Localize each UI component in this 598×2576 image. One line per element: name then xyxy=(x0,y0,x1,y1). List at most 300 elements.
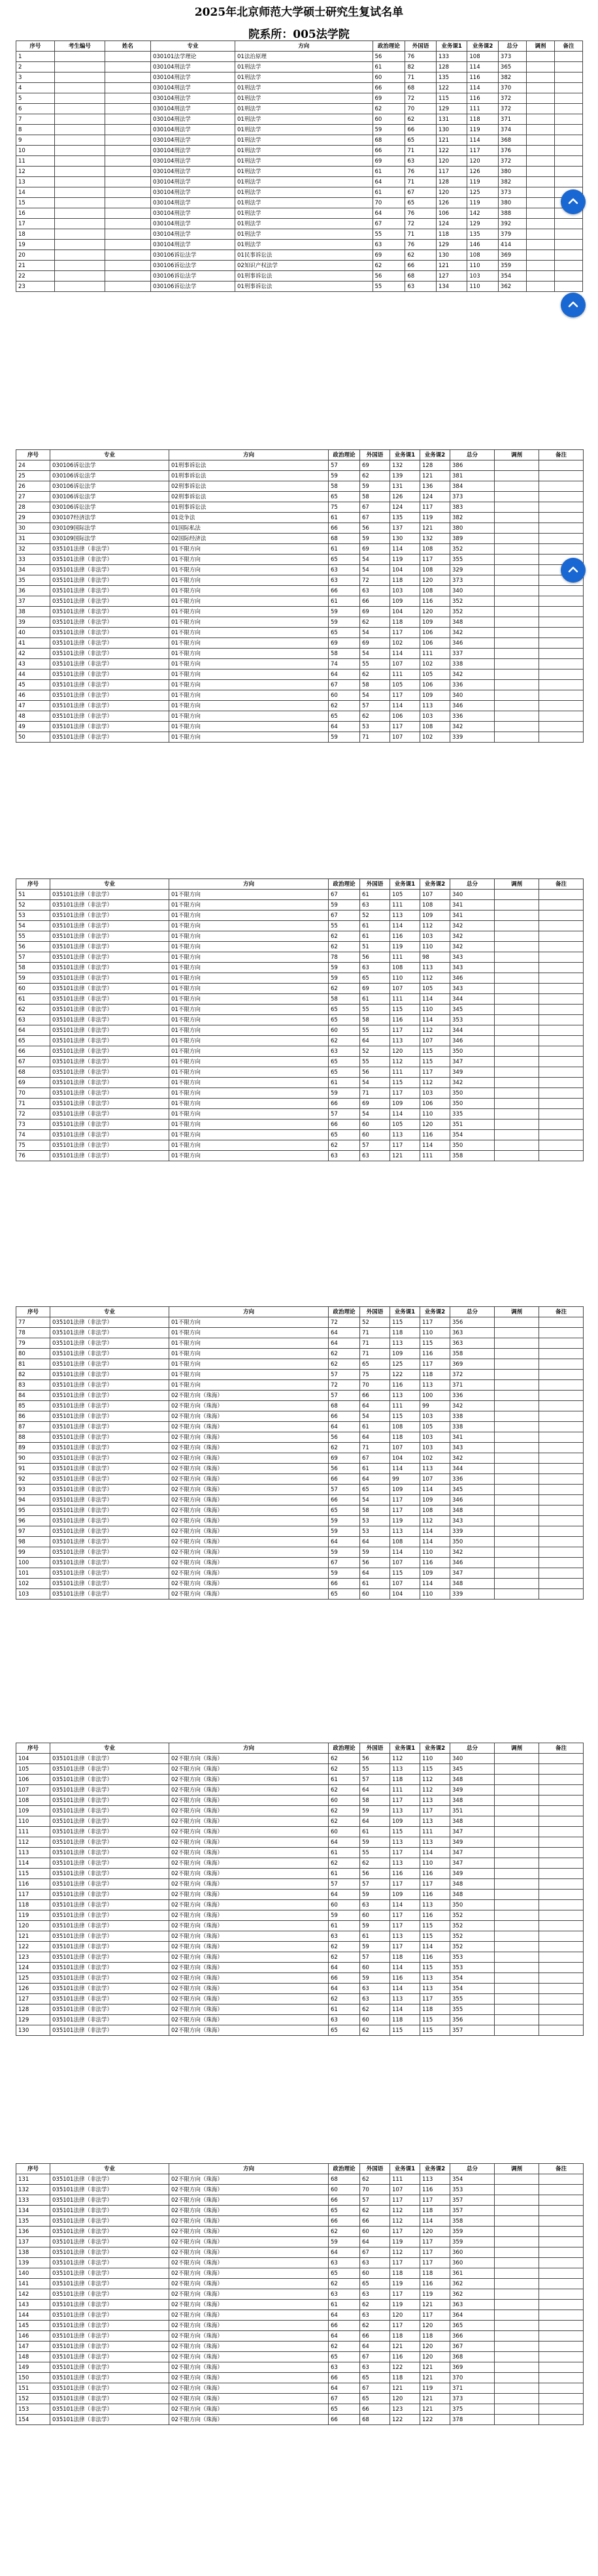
politics-score: 65 xyxy=(329,711,360,722)
row-number: 36 xyxy=(16,586,50,596)
politics-score: 67 xyxy=(373,219,405,229)
direction: 01不限方向 xyxy=(169,1005,329,1015)
total-score: 362 xyxy=(450,2279,495,2289)
direction: 02国际经济法 xyxy=(169,534,329,544)
remarks xyxy=(539,502,584,513)
subject1-score: 117 xyxy=(390,2289,420,2300)
politics-score: 60 xyxy=(329,2185,360,2195)
foreign-language-score: 64 xyxy=(360,1474,390,1485)
foreign-language-score: 61 xyxy=(360,1422,390,1432)
politics-score: 59 xyxy=(329,1516,360,1526)
adjustment xyxy=(495,1579,539,1589)
total-score: 350 xyxy=(450,1140,495,1151)
row-number: 34 xyxy=(16,565,50,575)
direction: 01不限方向 xyxy=(169,555,329,565)
foreign-language-score: 54 xyxy=(360,628,390,638)
subject1-score: 107 xyxy=(390,659,420,669)
total-score: 362 xyxy=(498,282,526,292)
politics-score: 58 xyxy=(329,481,360,492)
adjustment xyxy=(495,1931,539,1942)
row-number: 107 xyxy=(16,1785,50,1795)
politics-score: 69 xyxy=(329,638,360,649)
total-score: 342 xyxy=(450,1547,495,1558)
direction: 01刑法学 xyxy=(235,208,373,219)
row-number: 106 xyxy=(16,1775,50,1785)
adjustment xyxy=(495,2268,539,2279)
remarks xyxy=(539,1036,584,1046)
foreign-language-score: 56 xyxy=(360,1754,390,1764)
row-number: 30 xyxy=(16,523,50,534)
subject2-score: 114 xyxy=(467,135,499,146)
major: 035101法律（非法学） xyxy=(50,628,169,638)
politics-score: 62 xyxy=(329,1785,360,1795)
column-header: 业务课2 xyxy=(420,879,450,890)
adjustment xyxy=(495,1401,539,1411)
column-header: 政治理论 xyxy=(329,1307,360,1317)
row-number: 118 xyxy=(16,1900,50,1910)
row-number: 152 xyxy=(16,2394,50,2404)
row-number: 88 xyxy=(16,1432,50,1443)
subject2-score: 120 xyxy=(420,607,450,617)
foreign-language-score: 67 xyxy=(360,2352,390,2362)
table-row xyxy=(16,1579,584,1589)
subject2-score: 103 xyxy=(420,1443,450,1453)
adjustment xyxy=(495,1411,539,1422)
total-score: 373 xyxy=(498,52,526,62)
remarks xyxy=(539,2185,584,2195)
adjustment xyxy=(495,1963,539,1973)
direction: 02不限方向（珠海） xyxy=(169,1858,329,1869)
adjustment xyxy=(495,1359,539,1370)
adjustment xyxy=(495,2227,539,2237)
subject1-score: 112 xyxy=(390,1057,420,1067)
table-row xyxy=(16,555,584,565)
subject2-score: 129 xyxy=(467,219,499,229)
subject2-score: 116 xyxy=(420,2185,450,2195)
row-number: 149 xyxy=(16,2362,50,2373)
candidate-id xyxy=(54,83,105,93)
subject2-score: 110 xyxy=(420,1109,450,1119)
remarks xyxy=(539,1005,584,1015)
foreign-language-score: 62 xyxy=(360,2004,390,2015)
politics-score: 66 xyxy=(373,83,405,93)
major: 035101法律（非法学） xyxy=(50,910,169,921)
adjustment xyxy=(495,492,539,502)
remarks xyxy=(539,1589,584,1600)
candidate-id xyxy=(54,72,105,83)
remarks xyxy=(539,2321,584,2331)
table-row xyxy=(16,156,583,167)
foreign-language-score: 56 xyxy=(360,1558,390,1568)
subject2-score: 120 xyxy=(420,2342,450,2352)
foreign-language-score: 65 xyxy=(360,1359,390,1370)
politics-score: 67 xyxy=(329,2394,360,2404)
table-row xyxy=(16,2321,584,2331)
total-score: 350 xyxy=(450,1046,495,1057)
subject1-score: 114 xyxy=(390,2004,420,2015)
direction: 01刑法学 xyxy=(235,125,373,135)
remarks xyxy=(554,229,582,240)
subject1-score: 120 xyxy=(436,156,467,167)
adjustment xyxy=(495,963,539,973)
row-number: 53 xyxy=(16,910,50,921)
politics-score: 61 xyxy=(329,1869,360,1879)
adjustment xyxy=(495,565,539,575)
major: 030106诉讼法学 xyxy=(50,492,169,502)
direction: 02不限方向（珠海） xyxy=(169,2289,329,2300)
scroll-up-button[interactable] xyxy=(561,189,586,214)
adjustment xyxy=(495,2394,539,2404)
direction: 02不限方向（珠海） xyxy=(169,2352,329,2362)
direction: 02不限方向（珠海） xyxy=(169,1495,329,1505)
candidate-id xyxy=(54,208,105,219)
row-number: 18 xyxy=(16,229,55,240)
remarks xyxy=(539,931,584,942)
subject2-score: 117 xyxy=(420,555,450,565)
column-header: 业务课1 xyxy=(390,879,420,890)
adjustment xyxy=(495,2237,539,2247)
major: 030109国际法学 xyxy=(50,523,169,534)
politics-score: 59 xyxy=(329,900,360,910)
total-score: 382 xyxy=(450,513,495,523)
subject1-score: 139 xyxy=(390,471,420,481)
major: 035101法律（非法学） xyxy=(50,1526,169,1537)
politics-score: 65 xyxy=(329,2352,360,2362)
politics-score: 66 xyxy=(329,523,360,534)
subject2-score: 110 xyxy=(420,942,450,952)
politics-score: 61 xyxy=(329,544,360,555)
table-row xyxy=(16,1036,584,1046)
row-number: 133 xyxy=(16,2195,50,2206)
subject1-score: 112 xyxy=(390,2206,420,2216)
total-score: 361 xyxy=(450,2268,495,2279)
remarks xyxy=(539,1879,584,1890)
table-row xyxy=(16,1359,584,1370)
adjustment xyxy=(495,2342,539,2352)
foreign-language-score: 56 xyxy=(360,1869,390,1879)
row-number: 123 xyxy=(16,1952,50,1963)
major: 035101法律（非法学） xyxy=(50,2004,169,2015)
politics-score: 65 xyxy=(329,1130,360,1140)
table-row xyxy=(16,2025,584,2036)
row-number: 45 xyxy=(16,680,50,690)
subject1-score: 114 xyxy=(390,1547,420,1558)
column-header: 序号 xyxy=(16,450,50,460)
subject2-score: 113 xyxy=(420,1380,450,1391)
subject2-score: 111 xyxy=(467,104,499,114)
adjustment xyxy=(526,125,554,135)
direction: 02不限方向（珠海） xyxy=(169,2227,329,2237)
total-score: 342 xyxy=(450,1401,495,1411)
politics-score: 62 xyxy=(329,1349,360,1359)
total-score: 354 xyxy=(450,2174,495,2185)
remarks xyxy=(539,1984,584,1994)
major: 035101法律（非法学） xyxy=(50,701,169,711)
subject1-score: 104 xyxy=(390,565,420,575)
major: 035101法律（非法学） xyxy=(50,1795,169,1806)
politics-score: 57 xyxy=(329,1370,360,1380)
subject1-score: 118 xyxy=(390,2331,420,2342)
subject1-score: 108 xyxy=(390,963,420,973)
scroll-up-button[interactable] xyxy=(561,293,586,317)
row-number: 114 xyxy=(16,1858,50,1869)
foreign-language-score: 63 xyxy=(360,1900,390,1910)
table-row xyxy=(16,1391,584,1401)
subject1-score: 112 xyxy=(390,2216,420,2227)
table-row xyxy=(16,1495,584,1505)
table-row xyxy=(16,607,584,617)
total-score: 347 xyxy=(450,1848,495,1858)
direction: 01不限方向 xyxy=(169,701,329,711)
major: 030104刑法学 xyxy=(150,187,235,198)
major: 035101法律（非法学） xyxy=(50,1858,169,1869)
row-number: 64 xyxy=(16,1025,50,1036)
row-number: 35 xyxy=(16,575,50,586)
column-header: 总分 xyxy=(450,879,495,890)
adjustment xyxy=(495,1328,539,1338)
direction: 01刑法学 xyxy=(235,72,373,83)
direction: 01不限方向 xyxy=(169,680,329,690)
politics-score: 64 xyxy=(373,177,405,187)
subject1-score: 108 xyxy=(390,1537,420,1547)
major: 035101法律（非法学） xyxy=(50,931,169,942)
subject2-score: 108 xyxy=(420,900,450,910)
politics-score: 64 xyxy=(329,1537,360,1547)
remarks xyxy=(539,890,584,900)
subject1-score: 117 xyxy=(390,1942,420,1952)
total-score: 350 xyxy=(450,1099,495,1109)
foreign-language-score: 64 xyxy=(360,1401,390,1411)
major: 035101法律（非法学） xyxy=(50,1942,169,1952)
major: 035101法律（非法学） xyxy=(50,1485,169,1495)
row-number: 33 xyxy=(16,555,50,565)
row-number: 47 xyxy=(16,701,50,711)
foreign-language-score: 56 xyxy=(360,1067,390,1078)
foreign-language-score: 71 xyxy=(405,177,437,187)
table-row xyxy=(16,973,584,984)
subject1-score: 121 xyxy=(390,2383,420,2394)
total-score: 354 xyxy=(498,271,526,282)
candidate-id xyxy=(54,240,105,250)
direction: 02不限方向（珠海） xyxy=(169,1785,329,1795)
adjustment xyxy=(495,1890,539,1900)
major: 030106诉讼法学 xyxy=(150,261,235,271)
politics-score: 70 xyxy=(373,198,405,208)
foreign-language-score: 75 xyxy=(360,1370,390,1380)
row-number: 82 xyxy=(16,1370,50,1380)
major: 030104刑法学 xyxy=(150,146,235,156)
adjustment xyxy=(495,575,539,586)
total-score: 359 xyxy=(498,261,526,271)
table-row xyxy=(16,2342,584,2352)
politics-score: 65 xyxy=(329,1067,360,1078)
major: 035101法律（非法学） xyxy=(50,1464,169,1474)
subject2-score: 105 xyxy=(420,669,450,680)
subject2-score: 107 xyxy=(420,890,450,900)
scroll-up-button[interactable] xyxy=(561,558,586,583)
subject2-score: 120 xyxy=(420,2321,450,2331)
subject2-score: 112 xyxy=(420,1025,450,1036)
foreign-language-score: 64 xyxy=(360,2342,390,2352)
department-subtitle: 院系所：005法学院 xyxy=(248,28,350,41)
table-row xyxy=(16,900,584,910)
major: 035101法律（非法学） xyxy=(50,921,169,931)
subject1-score: 105 xyxy=(390,1119,420,1130)
row-number: 146 xyxy=(16,2331,50,2342)
adjustment xyxy=(495,2004,539,2015)
table-row xyxy=(16,93,583,104)
remarks xyxy=(539,2352,584,2362)
major: 035101法律（非法学） xyxy=(50,1890,169,1900)
direction: 02不限方向（珠海） xyxy=(169,2310,329,2321)
table-row xyxy=(16,1589,584,1600)
table-page-1 xyxy=(16,40,583,292)
subject1-score: 117 xyxy=(390,1795,420,1806)
table-header-row xyxy=(16,879,584,890)
direction: 02不限方向（珠海） xyxy=(169,1921,329,1931)
column-header: 总分 xyxy=(450,1743,495,1754)
table-row xyxy=(16,261,583,271)
major: 035101法律（非法学） xyxy=(50,1130,169,1140)
foreign-language-score: 71 xyxy=(405,146,437,156)
table-row xyxy=(16,1140,584,1151)
remarks xyxy=(539,1411,584,1422)
direction: 01民事诉讼法 xyxy=(235,250,373,261)
table-row xyxy=(16,659,584,669)
row-number: 63 xyxy=(16,1015,50,1025)
adjustment xyxy=(526,114,554,125)
adjustment xyxy=(495,973,539,984)
adjustment xyxy=(495,1537,539,1547)
foreign-language-score: 70 xyxy=(360,1380,390,1391)
major: 035101法律（非法学） xyxy=(50,2352,169,2362)
politics-score: 66 xyxy=(329,586,360,596)
table-row xyxy=(16,2352,584,2362)
subject2-score: 116 xyxy=(420,1130,450,1140)
total-score: 348 xyxy=(450,1879,495,1890)
politics-score: 62 xyxy=(329,1942,360,1952)
politics-score: 66 xyxy=(373,146,405,156)
candidate-id xyxy=(54,146,105,156)
row-number: 65 xyxy=(16,1036,50,1046)
adjustment xyxy=(495,1036,539,1046)
candidate-id xyxy=(54,104,105,114)
candidate-id xyxy=(54,177,105,187)
major: 035101法律（非法学） xyxy=(50,2300,169,2310)
adjustment xyxy=(495,2289,539,2300)
direction: 01不限方向 xyxy=(169,659,329,669)
major: 035101法律（非法学） xyxy=(50,1589,169,1600)
politics-score: 66 xyxy=(329,1411,360,1422)
foreign-language-score: 63 xyxy=(360,2258,390,2268)
page-title: 2025年北京师范大学硕士研究生复试名单 xyxy=(194,6,404,19)
total-score: 383 xyxy=(450,502,495,513)
subject1-score: 107 xyxy=(390,2185,420,2195)
subject1-score: 113 xyxy=(390,1764,420,1775)
subject2-score: 120 xyxy=(420,2227,450,2237)
row-number: 124 xyxy=(16,1963,50,1973)
subject1-score: 117 xyxy=(390,1879,420,1890)
direction: 01不限方向 xyxy=(169,952,329,963)
row-number: 43 xyxy=(16,659,50,669)
direction: 01刑法学 xyxy=(235,229,373,240)
column-header: 调剂 xyxy=(495,1307,539,1317)
table-row xyxy=(16,1931,584,1942)
direction: 02不限方向（珠海） xyxy=(169,2195,329,2206)
politics-score: 59 xyxy=(329,1526,360,1537)
table-row xyxy=(16,2227,584,2237)
major: 035101法律（非法学） xyxy=(50,2310,169,2321)
subject1-score: 123 xyxy=(390,2404,420,2415)
total-score: 336 xyxy=(450,1391,495,1401)
major: 035101法律（非法学） xyxy=(50,1067,169,1078)
foreign-language-score: 62 xyxy=(360,2025,390,2036)
row-number: 24 xyxy=(16,460,50,471)
total-score: 354 xyxy=(450,1984,495,1994)
table-header-row xyxy=(16,1743,584,1754)
politics-score: 57 xyxy=(329,1485,360,1495)
politics-score: 69 xyxy=(373,156,405,167)
subject1-score: 111 xyxy=(390,900,420,910)
subject1-score: 107 xyxy=(390,1579,420,1589)
total-score: 371 xyxy=(450,1380,495,1391)
subject2-score: 121 xyxy=(420,2404,450,2415)
foreign-language-score: 52 xyxy=(360,910,390,921)
remarks xyxy=(539,722,584,732)
politics-score: 68 xyxy=(373,135,405,146)
row-number: 31 xyxy=(16,534,50,544)
politics-score: 56 xyxy=(329,1432,360,1443)
major: 030104刑法学 xyxy=(150,72,235,83)
total-score: 369 xyxy=(450,1359,495,1370)
remarks xyxy=(539,1359,584,1370)
subject1-score: 115 xyxy=(390,1568,420,1579)
politics-score: 72 xyxy=(329,1317,360,1328)
foreign-language-score: 71 xyxy=(360,732,390,743)
remarks xyxy=(554,125,582,135)
table-header-row xyxy=(16,450,584,460)
foreign-language-score: 58 xyxy=(360,680,390,690)
subject2-score: 98 xyxy=(420,952,450,963)
adjustment xyxy=(495,1317,539,1328)
subject1-score: 112 xyxy=(390,1754,420,1764)
total-score: 353 xyxy=(450,1952,495,1963)
row-number: 28 xyxy=(16,502,50,513)
direction: 02不限方向（珠海） xyxy=(169,1837,329,1848)
row-number: 2 xyxy=(16,62,55,72)
major: 035101法律（非法学） xyxy=(50,984,169,994)
table-row xyxy=(16,1411,584,1422)
column-header: 考生编号 xyxy=(54,41,105,52)
total-score: 363 xyxy=(450,1328,495,1338)
subject2-score: 113 xyxy=(420,1837,450,1848)
adjustment xyxy=(495,1140,539,1151)
column-header: 总分 xyxy=(450,1307,495,1317)
total-score: 367 xyxy=(450,2342,495,2352)
foreign-language-score: 59 xyxy=(360,1921,390,1931)
direction: 02不限方向（珠海） xyxy=(169,1994,329,2004)
total-score: 346 xyxy=(450,701,495,711)
total-score: 358 xyxy=(450,1151,495,1161)
row-number: 13 xyxy=(16,177,55,187)
adjustment xyxy=(495,931,539,942)
subject2-score: 115 xyxy=(420,1057,450,1067)
row-number: 67 xyxy=(16,1057,50,1067)
direction: 01不限方向 xyxy=(169,1359,329,1370)
table-row xyxy=(16,1806,584,1816)
table-row xyxy=(16,2015,584,2025)
subject1-score: 133 xyxy=(436,52,467,62)
